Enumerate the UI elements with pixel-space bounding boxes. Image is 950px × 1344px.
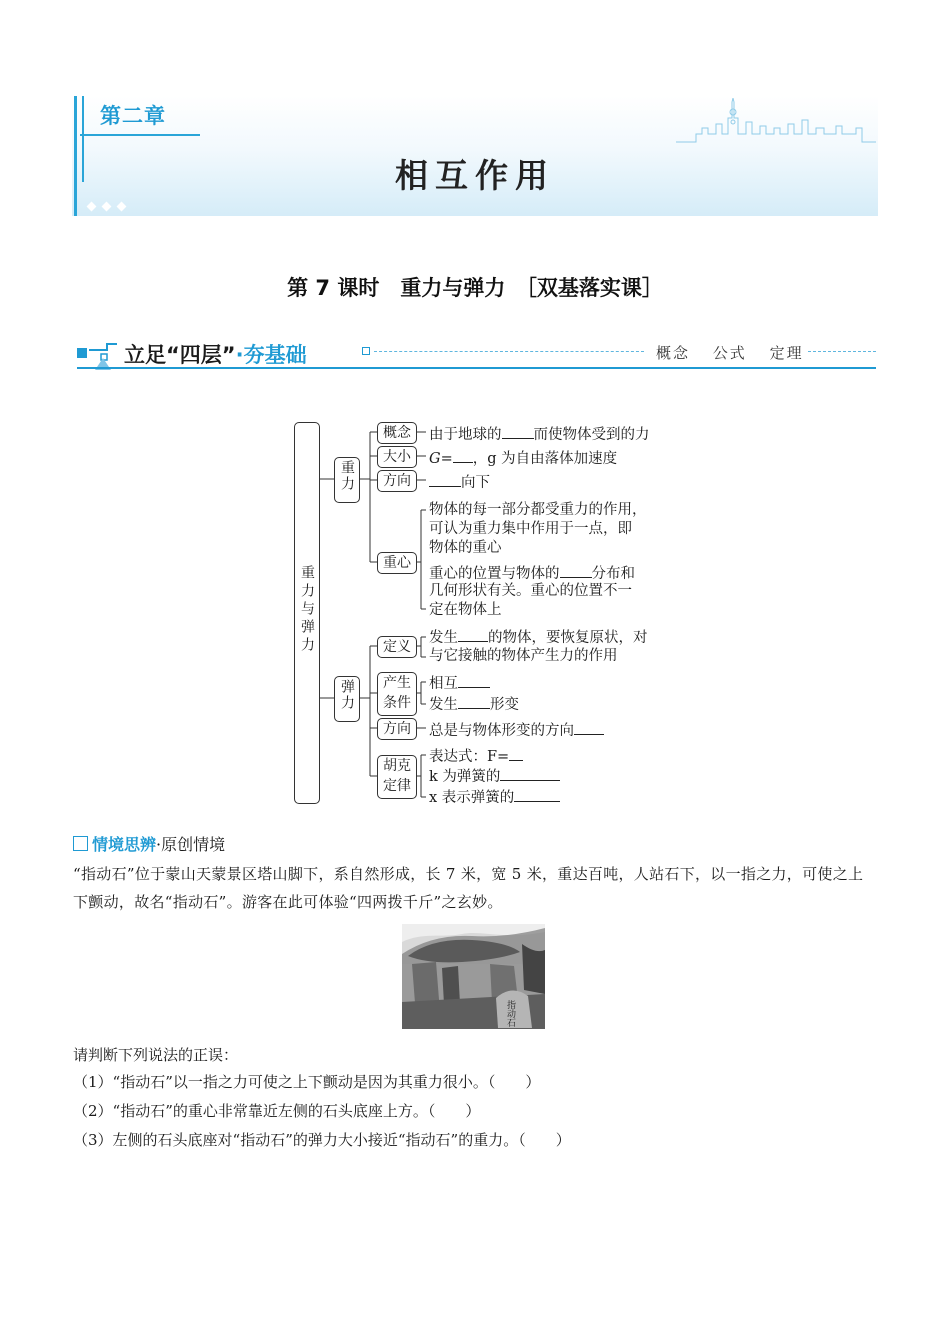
mindmap-text	[429, 424, 650, 445]
mindmap-node-definition: 定义	[377, 636, 417, 658]
mindmap-node-hooke	[377, 755, 417, 799]
fill-blank[interactable]	[458, 673, 490, 688]
mindmap-root-label: 重力与弹力	[299, 565, 315, 655]
section-tag: 公式	[712, 344, 747, 362]
situation-heading	[73, 832, 225, 855]
fill-blank[interactable]	[453, 448, 473, 463]
rock-photo	[402, 924, 545, 1029]
chapter-title: 相互作用	[395, 156, 555, 195]
mindmap-node-size: 大小	[377, 446, 417, 468]
mindmap-node-direction: 方向	[377, 470, 417, 492]
mindmap-text-part: 的物体，要恢复原状，对	[488, 630, 648, 646]
mindmap-text: 物体的重心	[429, 540, 502, 556]
fill-blank[interactable]	[574, 720, 604, 735]
mindmap-text-part: G=	[429, 451, 453, 467]
fill-blank[interactable]	[429, 472, 461, 487]
mindmap-node-elastic	[334, 676, 360, 722]
question-item: （1）“指动石”以一指之力可使之上下颤动是因为其重力很小。（ ）	[73, 1073, 541, 1091]
fill-blank[interactable]	[458, 694, 490, 709]
fill-blank[interactable]	[560, 563, 592, 578]
mindmap-text-part: 相互	[429, 676, 458, 692]
mindmap-text: 与它接触的物体产生力的作用	[429, 648, 618, 664]
mindmap-text	[429, 746, 523, 767]
mindmap-text-part: 分布和	[591, 566, 635, 582]
fill-blank[interactable]	[502, 424, 534, 439]
mindmap-text-part: 表达式：F=	[429, 749, 510, 765]
mindmap-node-label: 产生	[383, 675, 411, 691]
mindmap-node-center: 重心	[377, 552, 417, 574]
situation-heading-title: 情境思辨	[92, 835, 157, 854]
mindmap-text-part: 发生	[429, 697, 458, 713]
mindmap-text	[429, 694, 519, 715]
rock-photo-caption: 指动石	[505, 1000, 515, 1027]
mindmap-text: 可认为重力集中作用于一点，即	[429, 521, 632, 537]
mindmap-text: 物体的每一部分都受重力的作用，	[429, 502, 647, 518]
mindmap-text	[429, 673, 490, 694]
mindmap-text	[429, 448, 617, 469]
mindmap-node-condition	[377, 672, 417, 716]
question-item: （2）“指动石”的重心非常靠近左侧的石头底座上方。（ ）	[73, 1102, 481, 1120]
situation-heading-dot: ·	[156, 835, 162, 854]
mindmap-text	[429, 627, 648, 648]
section-title-accent: 夯基础	[243, 343, 307, 367]
section-title-main: 立足“四层”	[124, 343, 236, 367]
chapter-label: 第二章	[100, 104, 166, 128]
fill-blank[interactable]	[509, 746, 523, 761]
section-tag: 概念	[656, 344, 691, 362]
mindmap-text	[429, 472, 490, 493]
mindmap-text-part: ，g 为自由落体加速度	[472, 451, 618, 467]
mindmap-text-part: 发生	[429, 630, 458, 646]
situation-heading-sub: 原创情境	[161, 835, 226, 854]
mindmap-text	[429, 787, 560, 808]
rock-photo-image	[402, 924, 545, 1029]
mindmap-text-part: 由于地球的	[429, 427, 502, 443]
mindmap-node-gravity	[334, 457, 360, 503]
mindmap-text: 几何形状有关。重心的位置不一	[429, 583, 632, 599]
question-prompt: 请判断下列说法的正误：	[73, 1046, 239, 1064]
mindmap-node-concept: 概念	[377, 422, 417, 444]
mindmap-text-part: 总是与物体形变的方向	[429, 723, 574, 739]
mindmap-text-part: 向下	[461, 475, 490, 491]
mindmap-node-label: 弹力	[339, 679, 355, 711]
mindmap-text	[429, 720, 604, 741]
situation-paragraph: “指动石”位于蒙山天蒙景区塔山脚下，系自然形成，长 7 米，宽 5 米，重达百吨，人站石下，以一指之力，可使之上下颤动，故名“指动石”。游客在此可体验“四两拨千斤”之玄妙。	[73, 865, 864, 911]
lesson-title: 第 7 课时 重力与弹力 ［双基落实课］	[287, 276, 663, 300]
mindmap-text-part: 而使物体受到的力	[533, 427, 650, 443]
fill-blank[interactable]	[458, 627, 488, 642]
mindmap-text: 定在物体上	[429, 602, 502, 618]
mindmap-text-part: k 为弹簧的	[429, 769, 501, 785]
mindmap-node-label: 条件	[383, 695, 411, 711]
checkbox-icon	[73, 836, 88, 851]
mindmap-text	[429, 563, 635, 584]
section-tag: 定理	[769, 344, 804, 362]
mindmap-root	[294, 422, 320, 804]
mindmap-text-part: 重心的位置与物体的	[429, 566, 560, 582]
mindmap-node-label: 胡克	[383, 758, 411, 774]
mindmap-text-part: x 表示弹簧的	[429, 790, 515, 806]
fill-blank[interactable]	[500, 766, 560, 781]
mindmap-node-label: 定律	[383, 778, 411, 794]
mindmap-node-label: 重力	[339, 460, 355, 492]
mindmap-text-part: 形变	[490, 697, 519, 713]
fill-blank[interactable]	[514, 787, 560, 802]
mindmap-text	[429, 766, 560, 787]
section-title-dot: ·	[235, 343, 244, 367]
question-item: （3）左侧的石头底座对“指动石”的弹力大小接近“指动石”的重力。（ ）	[73, 1131, 571, 1149]
mindmap-node-elastic-direction: 方向	[377, 718, 417, 740]
